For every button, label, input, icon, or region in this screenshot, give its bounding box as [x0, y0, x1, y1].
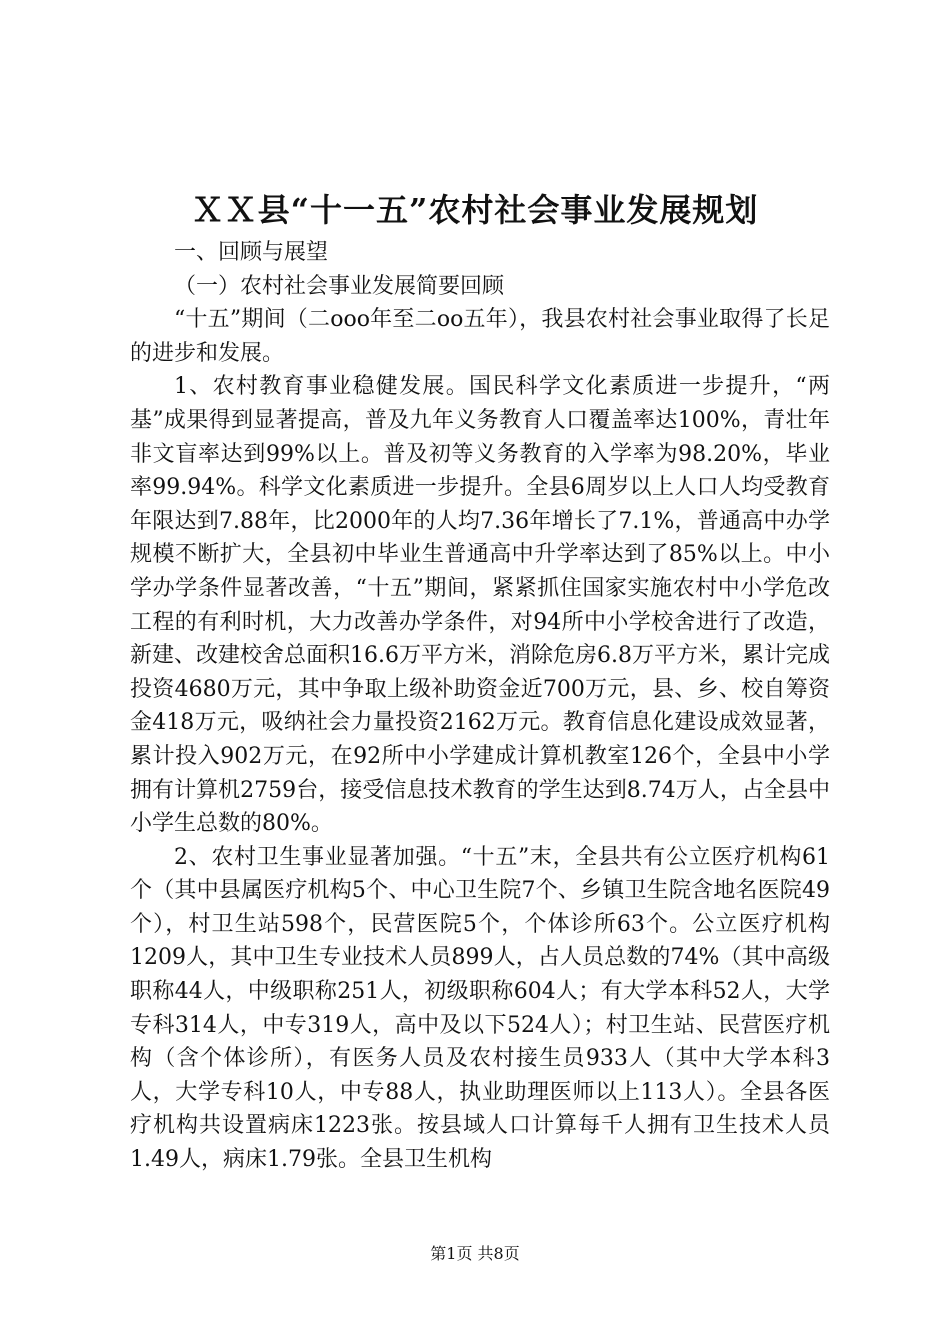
document-title: ＸＸ县“十一五”农村社会事业发展规划 — [191, 191, 759, 229]
subsection-heading: （一）农村社会事业发展简要回顾 — [174, 273, 505, 299]
section-heading: 一、回顾与展望 — [174, 240, 329, 265]
paragraph-health: 2、农村卫生事业显著加强。“十五”末，全县共有公立医疗机构61个（其中县属医疗机构5个、中心卫生院7个、乡镇卫生院含地名医院49个），村卫生站598个，民营医院5个，个体诊所63个。公立医疗机构1209人，其中卫生专业技术人员899人，占人员总数的74%（其中高级职称44人，中级职称251人，初级职称604人；有大学本科52人，大学专科314人，中专319人，高中及以下524人）；村卫生站、民营医疗机构（含个体诊所），有医务人员及农村接生员933人（其中大学本科3人，大学专科10人，中专88人，执业助理医师以上113人）。全县各医疗机构共设置病床1223张。按县域人口计算每千人拥有卫生技术人员1.49人，病床1.79张。全县卫生机构 — [130, 844, 830, 1173]
page-footer: 第1页 共8页 — [430, 1244, 520, 1263]
paragraph-education: 1、农村教育事业稳健发展。国民科学文化素质进一步提升，“两基”成果得到显著提高，普及九年义务教育人口覆盖率达100%，青壮年非文盲率达到99%以上。普及初等义务教育的入学率为98.20%，毕业率99.94%。科学文化素质进一步提升。全县6周岁以上人口人均受教育年限达到7.88年，比2000年的人均7.36年增长了7.1%，普通高中办学规模不断扩大，全县初中毕业生普通高中升学率达到了85%以上。中小学办学条件显著改善，“十五”期间，紧紧抓住国家实施农村中小学危改工程的有利时机，大力改善办学条件，对94所中小学校舍进行了改造，新建、改建校舍总面积16.6万平方米，消除危房6.8万平方米，累计完成投资4680万元，其中争取上级补助资金近700万元，县、乡、校自筹资金418万元，吸纳社会力量投资2162万元。教育信息化建设成效显著，累计投入902万元，在92所中小学建成计算机教室126个，全县中小学拥有计算机2759台，接受信息技术教育的学生达到8.74万人，占全县中小学生总数的80%。 — [130, 374, 830, 837]
paragraph-intro: “十五”期间（二ooo年至二oo五年），我县农村社会事业取得了长足的进步和发展。 — [130, 307, 830, 366]
document-body — [130, 236, 830, 1177]
